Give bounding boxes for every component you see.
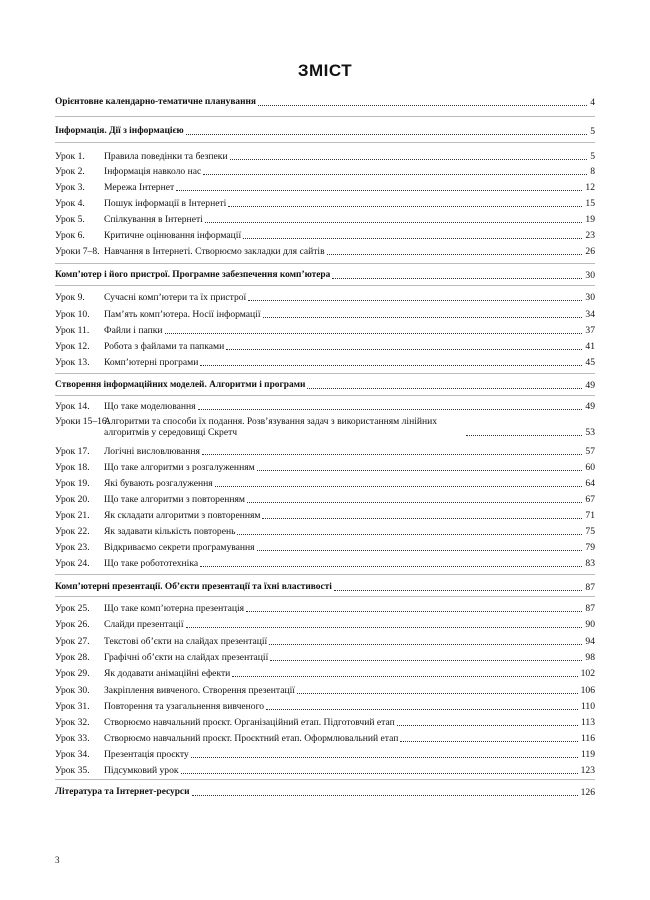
lesson-number: Урок 33. [55, 733, 90, 744]
toc-lesson-entry [55, 478, 595, 489]
toc-lesson-entry [55, 526, 595, 537]
lesson-number: Урок 4. [55, 198, 85, 209]
toc-section-entry [55, 97, 595, 108]
dot-leader [258, 105, 587, 106]
toc-lesson-entry [55, 542, 595, 553]
lesson-title: Слайди презентації [104, 619, 184, 630]
page-ref: 30 [585, 270, 595, 281]
lesson-number: Урок 25. [55, 603, 90, 614]
toc-lesson-entry [55, 749, 595, 760]
dot-leader [215, 486, 583, 487]
dot-leader [192, 795, 578, 796]
page-ref: 53 [585, 427, 595, 438]
page-number: 3 [55, 855, 60, 865]
page-ref: 37 [585, 325, 595, 336]
dot-leader [332, 278, 582, 279]
lesson-number: Урок 10. [55, 309, 90, 320]
lesson-title: Як складати алгоритми з повторенням [104, 510, 261, 521]
lesson-number: Урок 20. [55, 494, 90, 505]
lesson-title: Повторення та узагальнення вивченого [104, 701, 265, 712]
dot-leader [248, 300, 582, 301]
lesson-number: Урок 21. [55, 510, 90, 521]
lesson-title: Що таке алгоритми з розгалуженням [104, 462, 255, 473]
section-title: Створення інформаційних моделей. Алгоритми і програми [55, 380, 306, 390]
dot-leader [205, 222, 583, 223]
section-divider [55, 285, 595, 286]
page-ref: 4 [590, 97, 595, 108]
dot-leader [203, 174, 587, 175]
page-ref: 30 [585, 292, 595, 303]
toc-lesson-entry [55, 652, 595, 663]
lesson-title: Алгоритми та способи їх подання. Розв’язування задач з використанням лінійних алгоритмів у середовищі Скретч [104, 416, 438, 438]
lesson-number: Урок 14. [55, 401, 90, 412]
toc-lesson-entry [55, 619, 595, 630]
page-ref: 23 [585, 230, 595, 241]
lesson-title: Що таке комп’ютерна презентація [104, 603, 245, 614]
section-divider [55, 373, 595, 374]
lesson-title: Відкриваємо секрети програмування [104, 542, 255, 553]
lesson-number: Урок 9. [55, 292, 85, 303]
dot-leader [237, 534, 582, 535]
dot-leader [307, 388, 582, 389]
lesson-title: Спілкування в Інтернеті [104, 214, 203, 225]
dot-leader [334, 590, 583, 591]
dot-leader [186, 627, 583, 628]
dot-leader [200, 566, 582, 567]
page-ref: 12 [585, 182, 595, 193]
section-title: Комп’ютер і його пристрої. Програмне забезпечення комп’ютера [55, 270, 331, 280]
toc-lesson-entry [55, 214, 595, 225]
lesson-title: Як додавати анімаційні ефекти [104, 668, 231, 679]
lesson-title: Текстові об’єкти на слайдах презентації [104, 636, 268, 647]
section-divider [55, 263, 595, 264]
lesson-number: Урок 34. [55, 749, 90, 760]
section-divider [55, 395, 595, 396]
page-ref: 83 [585, 558, 595, 569]
toc-section-entry [55, 582, 595, 593]
dot-leader [198, 409, 583, 410]
page-ref: 57 [585, 446, 595, 457]
dot-leader [400, 741, 578, 742]
toc-lesson-entry [55, 325, 595, 336]
toc-lesson-entry [55, 765, 595, 776]
dot-leader [176, 190, 582, 191]
page-ref: 5 [590, 126, 595, 137]
page-ref: 94 [585, 636, 595, 647]
lesson-title: Підсумковий урок [104, 765, 179, 776]
page-ref: 102 [580, 668, 595, 679]
lesson-number: Урок 12. [55, 341, 90, 352]
toc-lesson-entry [55, 510, 595, 521]
page-ref: 71 [585, 510, 595, 521]
page-ref: 123 [580, 765, 595, 776]
section-divider [55, 779, 595, 780]
toc-lesson-entry [55, 668, 595, 679]
toc-lesson-entry [55, 151, 595, 162]
dot-leader [397, 725, 578, 726]
toc-lesson-entry [55, 733, 595, 744]
toc-lesson-entry [55, 416, 595, 438]
lesson-title: Закріплення вивченого. Створення презентації [104, 685, 295, 696]
toc-lesson-entry [55, 246, 595, 257]
lesson-number: Урок 19. [55, 478, 90, 489]
toc-lesson-entry [55, 401, 595, 412]
page-ref: 110 [580, 701, 595, 712]
page-ref: 87 [585, 582, 595, 593]
dot-leader [263, 317, 583, 318]
dot-leader [327, 254, 583, 255]
page-ref: 67 [585, 494, 595, 505]
lesson-title: Які бувають розгалуження [104, 478, 213, 489]
dot-leader [202, 454, 583, 455]
lesson-title: Критичне оцінювання інформації [104, 230, 242, 241]
lesson-title: Логічні висловлювання [104, 446, 200, 457]
lesson-number: Урок 29. [55, 668, 90, 679]
lesson-number: Урок 30. [55, 685, 90, 696]
lesson-number: Урок 2. [55, 166, 85, 177]
dot-leader [181, 773, 578, 774]
dot-leader [257, 550, 583, 551]
page-ref: 113 [580, 717, 595, 728]
toc-lesson-entry [55, 558, 595, 569]
dot-leader [232, 676, 577, 677]
lesson-title: Що таке моделювання [104, 401, 196, 412]
toc-lesson-entry [55, 462, 595, 473]
dot-leader [243, 238, 582, 239]
lesson-title: Мережа Інтернет [104, 182, 175, 193]
lesson-title: Що таке робототехніка [104, 558, 199, 569]
lesson-title: Пам’ять комп’ютера. Носії інформації [104, 309, 261, 320]
page-ref: 119 [580, 749, 595, 760]
dot-leader [165, 333, 583, 334]
page-ref: 5 [590, 151, 595, 162]
page-ref: 49 [585, 380, 595, 391]
toc-lesson-entry [55, 636, 595, 647]
page-ref: 41 [585, 341, 595, 352]
page-ref: 64 [585, 478, 595, 489]
page-ref: 26 [585, 246, 595, 257]
toc-section-entry [55, 380, 595, 391]
dot-leader [226, 349, 582, 350]
lesson-title: Пошук інформації в Інтернеті [104, 198, 227, 209]
dot-leader [466, 435, 582, 436]
lesson-number: Урок 23. [55, 542, 90, 553]
toc-lesson-entry [55, 357, 595, 368]
lesson-number: Урок 13. [55, 357, 90, 368]
lesson-title: Файли і папки [104, 325, 163, 336]
toc-lesson-entry [55, 230, 595, 241]
section-divider [55, 142, 595, 143]
lesson-number: Урок 26. [55, 619, 90, 630]
lesson-number: Урок 22. [55, 526, 90, 537]
section-title: Комп’ютерні презентації. Об’єкти презентації та їхні властивості [55, 582, 332, 592]
page-ref: 98 [585, 652, 595, 663]
lesson-title: Створюємо навчальний проєкт. Організаційний етап. Підготовчий етап [104, 717, 395, 728]
page-ref: 45 [585, 357, 595, 368]
page-ref: 49 [585, 401, 595, 412]
dot-leader [246, 611, 582, 612]
page-ref: 60 [585, 462, 595, 473]
toc-lesson-entry [55, 717, 595, 728]
lesson-number: Урок 35. [55, 765, 90, 776]
page-ref: 87 [585, 603, 595, 614]
lesson-title: Що таке алгоритми з повторенням [104, 494, 245, 505]
page-ref: 90 [585, 619, 595, 630]
page-ref: 19 [585, 214, 595, 225]
toc-lesson-entry [55, 341, 595, 352]
lesson-number: Урок 27. [55, 636, 90, 647]
toc-lesson-entry [55, 166, 595, 177]
lesson-number: Урок 6. [55, 230, 85, 241]
page-ref: 116 [580, 733, 595, 744]
dot-leader [230, 159, 588, 160]
section-title: Література та Інтернет-ресурси [55, 787, 190, 797]
section-divider [55, 574, 595, 575]
dot-leader [228, 206, 582, 207]
dot-leader [269, 644, 582, 645]
toc-section-entry [55, 787, 595, 798]
lesson-number: Уроки 7–8. [55, 246, 100, 257]
dot-leader [266, 709, 578, 710]
toc-lesson-entry [55, 701, 595, 712]
lesson-number: Урок 3. [55, 182, 85, 193]
dot-leader [200, 365, 582, 366]
dot-leader [247, 502, 582, 503]
toc-lesson-entry [55, 446, 595, 457]
lesson-title: Як задавати кількість повторень [104, 526, 236, 537]
toc-lesson-entry [55, 494, 595, 505]
lesson-title: Правила поведінки та безпеки [104, 151, 228, 162]
dot-leader [270, 660, 582, 661]
dot-leader [186, 134, 588, 135]
lesson-number: Урок 31. [55, 701, 90, 712]
lesson-number: Урок 5. [55, 214, 85, 225]
lesson-number: Урок 32. [55, 717, 90, 728]
section-title: Інформація. Дії з інформацією [55, 126, 184, 136]
lesson-number: Урок 17. [55, 446, 90, 457]
page-ref: 106 [580, 685, 595, 696]
lesson-number: Уроки 15–16. [55, 416, 110, 427]
lesson-title: Навчання в Інтернеті. Створюємо закладки для сайтів [104, 246, 325, 257]
dot-leader [297, 693, 578, 694]
page-ref: 15 [585, 198, 595, 209]
toc-lesson-entry [55, 603, 595, 614]
lesson-title: Комп’ютерні програми [104, 357, 199, 368]
lesson-number: Урок 1. [55, 151, 85, 162]
toc-section-entry [55, 270, 595, 281]
lesson-number: Урок 18. [55, 462, 90, 473]
page-title: ЗМІСТ [297, 61, 353, 80]
toc-lesson-entry [55, 198, 595, 209]
lesson-number: Урок 24. [55, 558, 90, 569]
lesson-number: Урок 11. [55, 325, 90, 336]
page-ref: 79 [585, 542, 595, 553]
lesson-title: Створюємо навчальний проєкт. Проєктний етап. Оформлювальний етап [104, 733, 399, 744]
page-ref: 34 [585, 309, 595, 320]
toc-lesson-entry [55, 309, 595, 320]
lesson-title: Презентація проєкту [104, 749, 189, 760]
page-ref: 75 [585, 526, 595, 537]
toc-section-entry [55, 126, 595, 137]
section-title: Орієнтовне календарно-тематичне планування [55, 97, 256, 107]
dot-leader [262, 518, 582, 519]
toc-lesson-entry [55, 685, 595, 696]
page-ref: 126 [580, 787, 595, 798]
section-divider [55, 116, 595, 117]
toc-lesson-entry [55, 292, 595, 303]
lesson-number: Урок 28. [55, 652, 90, 663]
dot-leader [257, 470, 583, 471]
dot-leader [191, 757, 578, 758]
lesson-title: Сучасні комп’ютери та їх пристрої [104, 292, 247, 303]
lesson-title: Інформація навколо нас [104, 166, 202, 177]
page-ref: 8 [590, 166, 595, 177]
lesson-title: Графічні об’єкти на слайдах презентації [104, 652, 269, 663]
toc-lesson-entry [55, 182, 595, 193]
lesson-title: Робота з файлами та папками [104, 341, 225, 352]
section-divider [55, 596, 595, 597]
